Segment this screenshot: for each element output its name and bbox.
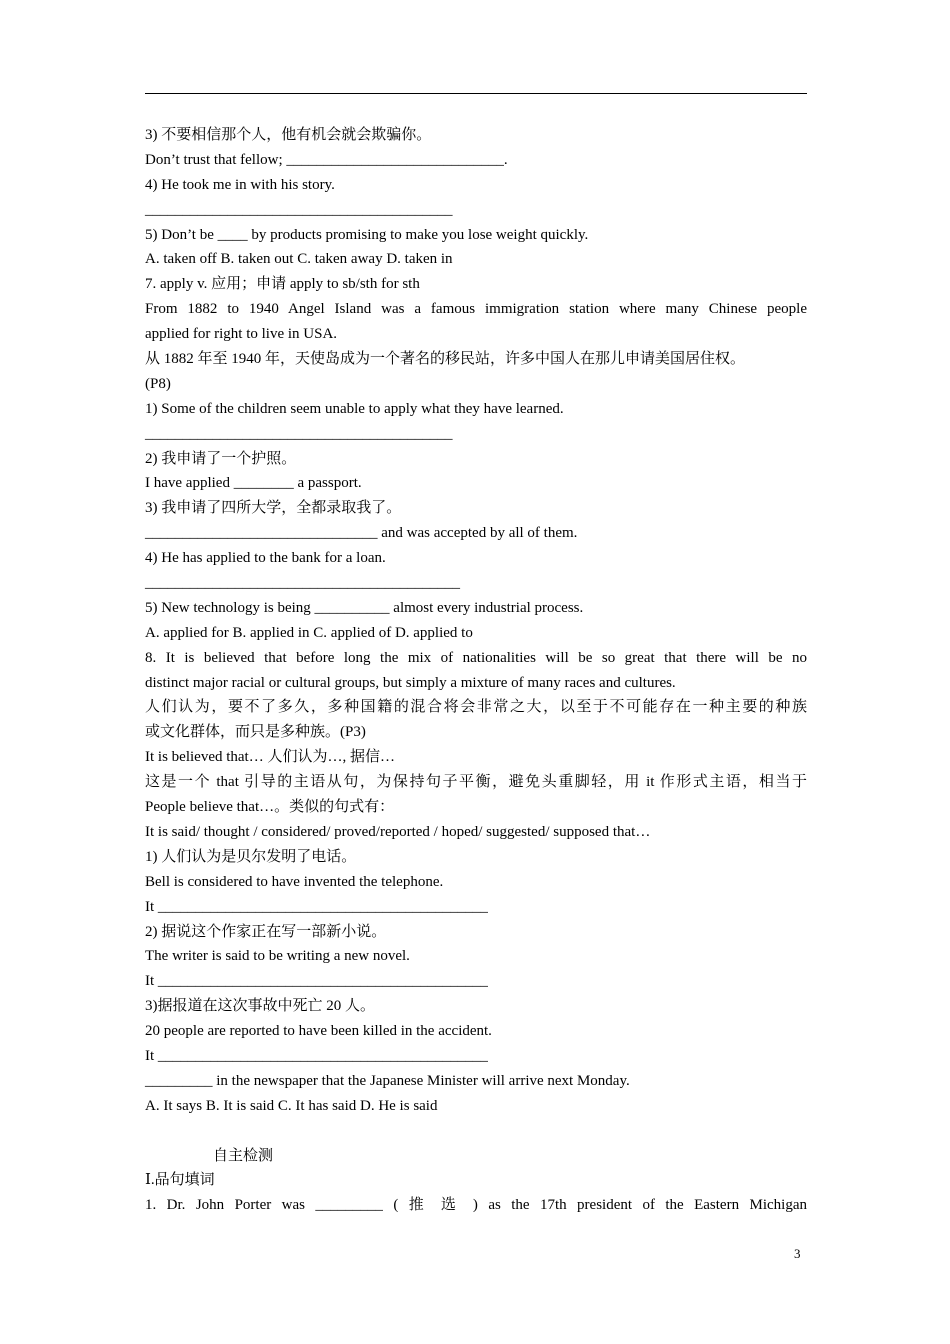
section-heading-apply: 7. apply v. 应用；申请 apply to sb/sth for sth — [145, 276, 420, 293]
text-line: People believe that…。类似的句式有： — [145, 799, 395, 816]
text-line: 4) He took me in with his story. — [145, 176, 335, 193]
text-line: From 1882 to 1940 Angel Island was a famous immigration station where many Chinese people — [145, 301, 807, 318]
answer-blank-line: _________________________________________ — [145, 425, 453, 442]
answer-options: A. It says B. It is said C. It has said D. He is said — [145, 1097, 438, 1114]
text-line: 2) 我申请了一个护照。 — [145, 450, 297, 467]
text-line: 3)据报道在这次事故中死亡 20 人。 — [145, 998, 375, 1015]
header-rule — [145, 93, 807, 94]
text-line: It is said/ thought / considered/ proved/reported / hoped/ suggested/ supposed that… — [145, 823, 651, 840]
answer-blank-line: It ____________________________________________ — [145, 1047, 488, 1064]
page-body — [145, 123, 807, 1218]
text-line: 这是一个 that 引导的主语从句，为保持句子平衡，避免头重脚轻，用 it 作形式主语，相当于 — [145, 774, 807, 791]
text-line: I have applied ________ a passport. — [145, 475, 362, 492]
text-line: 2) 据说这个作家正在写一部新小说。 — [145, 923, 387, 940]
text-line: _______________________________ and was accepted by all of them. — [145, 525, 578, 542]
text-line: It is believed that… 人们认为…, 据信… — [145, 749, 395, 766]
text-line: 人们认为，要不了多久，多种国籍的混合将会非常之大，以至于不可能存在一种主要的种族 — [145, 699, 807, 716]
answer-blank-line: _________________________________________ — [145, 201, 453, 218]
answer-blank-line: It ____________________________________________ — [145, 973, 488, 990]
text-line: 5) New technology is being __________ almost every industrial process. — [145, 599, 584, 616]
text-line: applied for right to live in USA. — [145, 326, 338, 343]
text-line: 或文化群体，而只是多种族。(P3) — [145, 724, 366, 741]
text-line: The writer is said to be writing a new novel. — [145, 948, 410, 965]
answer-options: A. taken off B. taken out C. taken away D. taken in — [145, 251, 453, 268]
text-line: (P8) — [145, 375, 171, 392]
exercise-section-heading: Ⅰ.品句填词 — [145, 1172, 215, 1189]
text-line: 3) 我申请了四所大学，全都录取我了。 — [145, 500, 402, 517]
text-line: Don’t trust that fellow; _____________________________. — [145, 151, 508, 168]
text-line: 1. Dr. John Porter was _________ ( 推 选 ) as the 17th president of the Eastern Michigan — [145, 1197, 807, 1214]
text-line: 从 1882 年至 1940 年，天使岛成为一个著名的移民站，许多中国人在那儿申请美国居住权。 — [145, 351, 746, 368]
text-line: 3) 不要相信那个人，他有机会就会欺骗你。 — [145, 127, 432, 143]
answer-blank-line: __________________________________________ — [145, 575, 460, 592]
blank-line — [145, 1119, 807, 1144]
text-line: _________ in the newspaper that the Japanese Minister will arrive next Monday. — [145, 1072, 630, 1089]
text-line: distinct major racial or cultural groups, but simply a mixture of many races and cultures. — [145, 674, 676, 691]
text-line: Bell is considered to have invented the telephone. — [145, 873, 444, 890]
answer-blank-line: It ____________________________________________ — [145, 898, 488, 915]
text-line: 20 people are reported to have been killed in the accident. — [145, 1023, 492, 1040]
text-line: 5) Don’t be ____ by products promising to make you lose weight quickly. — [145, 226, 589, 243]
text-line: 4) He has applied to the bank for a loan. — [145, 550, 386, 567]
page-number: 3 — [794, 1246, 801, 1261]
section-heading-believed: 8. It is believed that before long the mix of nationalities will be so great that there will be no — [145, 649, 807, 666]
text-line: 1) 人们认为是贝尔发明了电话。 — [145, 848, 357, 865]
self-check-heading: 自主检测 — [213, 1147, 274, 1164]
text-line: 1) Some of the children seem unable to apply what they have learned. — [145, 400, 564, 417]
answer-options: A. applied for B. applied in C. applied of D. applied to — [145, 624, 473, 641]
